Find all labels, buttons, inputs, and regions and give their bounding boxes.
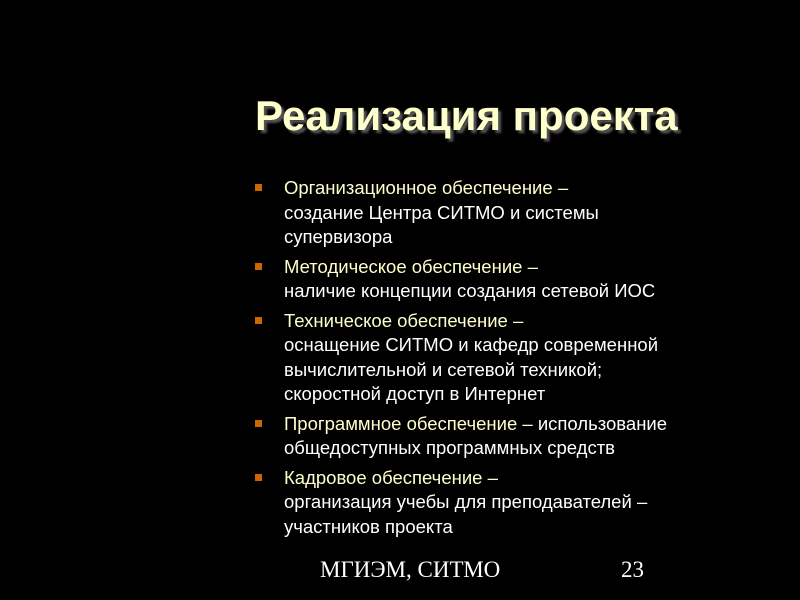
bullet-line (284, 176, 775, 201)
square-bullet-icon (255, 474, 262, 481)
bullet-heading: Методическое обеспечение – (284, 255, 538, 277)
bullet-text: супервизора (284, 226, 393, 247)
bullet-heading: Кадровое обеспечение – (284, 466, 498, 488)
square-bullet-icon (255, 317, 262, 324)
bullet-text: оснащение СИТМО и кафедр современной (284, 334, 659, 355)
bullet-line (284, 382, 775, 407)
bullet-line (284, 333, 775, 358)
bullet-line (284, 279, 775, 304)
bullet-text: использование (532, 412, 668, 434)
bullet-heading: Техническое обеспечение – (284, 309, 524, 331)
bullet-line (284, 515, 775, 540)
bullet-heading: Программное обеспечение – (284, 412, 533, 434)
bullet-text: общедоступных программных средств (284, 437, 615, 458)
bullet-text: наличие концепции создания сетевой ИОС (284, 280, 656, 301)
slide-title: Реализация проекта (255, 92, 678, 139)
square-bullet-icon (255, 420, 262, 427)
bullet-organizational (255, 176, 775, 250)
bullet-personnel (255, 466, 775, 540)
bullet-software (255, 412, 775, 461)
bullet-heading: Организационное обеспечение – (284, 177, 569, 198)
square-bullet-icon (255, 184, 262, 191)
bullet-technical (255, 309, 775, 407)
slide-number: 23 (621, 557, 644, 582)
bullet-line (284, 309, 775, 334)
bullet-line (284, 466, 775, 491)
bullet-list (255, 176, 775, 544)
bullet-line (284, 490, 775, 515)
bullet-line (284, 225, 775, 250)
bullet-line (284, 201, 775, 226)
bullet-text: участников проекта (284, 515, 453, 537)
bullet-text: создание Центра СИТМО и системы (284, 201, 599, 223)
footer-organization: МГИЭМ, СИТМО (320, 557, 501, 582)
bullet-text: скоростной доступ в Интернет (284, 383, 546, 404)
bullet-line (284, 436, 775, 461)
bullet-line (284, 358, 775, 383)
bullet-methodical (255, 255, 775, 304)
bullet-line (284, 412, 775, 437)
square-bullet-icon (255, 263, 262, 270)
bullet-line (284, 255, 775, 280)
bullet-text: вычислительной и сетевой техникой; (284, 358, 603, 380)
bullet-text: организация учебы для преподавателей – (284, 491, 648, 512)
